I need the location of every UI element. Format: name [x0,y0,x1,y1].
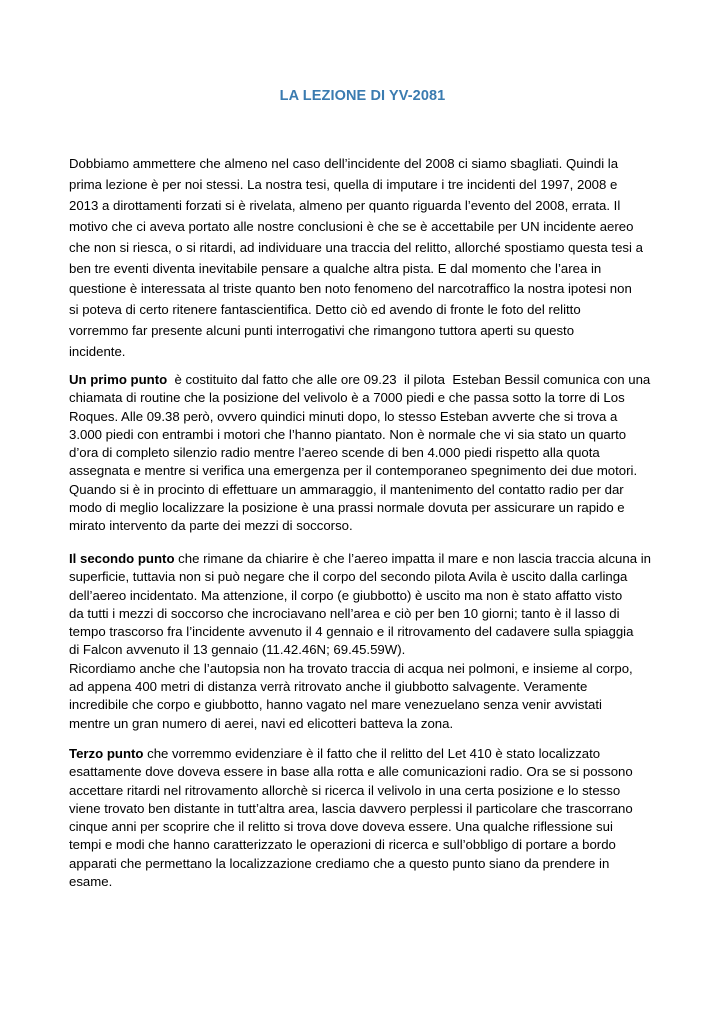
point2-line: tempo trascorso fra l’incidente avvenuto il 4 gennaio e il ritrovamento del cadavere sulla spiaggia [69,624,634,640]
point3-line: esattamente dove doveva essere in base alla rotta e alle comunicazioni radio. Ora se si possono [69,764,633,780]
intro-line: Dobbiamo ammettere che almeno nel caso dell’incidente del 2008 ci siamo sbagliati. Quindi la [69,156,619,171]
point1-line: 3.000 piedi con entrambi i motori che l’hanno piantato. Non è normale che vi sia stato un quarto [69,426,627,442]
intro-line: prima lezione è per noi stessi. La nostra tesi, quella di imputare i tre incidenti del 1997, 2008 e [69,176,618,192]
point1-line: d’ora di completo silenzio radio mentre l’aereo scende di ben 4.000 piedi rispetto alla quota [69,445,600,461]
point1-paragraph [69,371,663,536]
intro-line: ben tre eventi diventa inevitabile pensare a qualche altra pista. E dal momento che l’area in [69,260,602,276]
intro-line: motivo che ci aveva portato alle nostre conclusioni è che se è accettabile per UN incidente aereo [69,218,634,234]
point3-line: cinque anni per scoprire che il relitto si trova dove doveva essere. Una qualche riflessione sui [69,819,613,835]
intro-paragraph [69,154,663,363]
point1-line: assegnata e mentre si verifica una emergenza per il contemporaneo spegnimento dei due motori. [69,463,638,479]
point2-line [69,550,663,568]
point2-line: di Falcon avvenuto il 13 gennaio (11.42.46N; 69.45.59W). [69,642,406,658]
intro-line: incidente. [69,344,126,360]
intro-line: vorremmo far presente alcuni punti interrogativi che rimangono tuttora aperti su questo [69,323,575,339]
point3-line-text: che vorremmo evidenziare è il fatto che il relitto del Let 410 è stato localizzato [143,746,601,761]
point2-line: superficie, tuttavia non si può negare che il corpo del secondo pilota Avila è uscito dalla carlinga [69,569,628,585]
point2-line: dell’aereo incidentato. Ma attenzione, il corpo (e giubbotto) è uscito ma non è stato affatto visto [69,587,623,603]
point1-line: modo di meglio localizzare la posizione è una prassi normale dovuta per assicurare un rapido e [69,500,625,516]
point1-line-text: è costituito dal fatto che alle ore 09.23 il pilota Esteban Bessil comunica con una [167,372,651,387]
point2-lead: Il secondo punto [69,551,175,566]
intro-line: 2013 a dirottamenti forzati si è rivelata, almeno per quanto riguarda l’evento del 2008, errata. Il [69,197,621,213]
point2-line: Ricordiamo anche che l’autopsia non ha trovato traccia di acqua nei polmoni, e insieme al corpo, [69,660,633,676]
page-title: LA LEZIONE DI YV-2081 [279,88,446,104]
point2-line: da tutti i mezzi di soccorso che incrociavano nell’area e ciò per ben 10 giorni; tanto è il lasso di [69,605,620,621]
point3-line: viene trovato ben distante in tutt’altra area, lascia davvero perplessi il particolare che trascorrano [69,800,633,816]
point2-paragraph [69,550,663,733]
point2-line: mentre un gran numero di aerei, navi ed elicotteri batteva la zona. [69,715,454,731]
point3-line: esame. [69,874,113,890]
point3-line: apparati che permettano la localizzazione crediamo che a questo punto siano da prendere in [69,855,610,871]
point2-line: ad appena 400 metri di distanza verrà ritrovato anche il giubbotto salvagente. Veramente [69,679,588,695]
intro-line: questione è interessata al triste quanto ben noto fenomeno del narcotraffico la nostra ipotesi non [69,281,632,297]
point1-line [69,371,663,389]
intro-line: che non si riesca, o si ritardi, ad individuare una traccia del relitto, allorché spostiamo questa tesi a [69,239,643,255]
point3-line: tempi e modi che hanno caratterizzato le operazioni di ricerca e sull’obbligo di portare a bordo [69,837,616,853]
point1-line: chiamata di routine che la posizione del velivolo è a 7000 piedi e che passa sotto la torre di Los [69,390,625,406]
point3-paragraph [69,745,663,891]
point1-line: Quando si è in procinto di effettuare un ammaraggio, il mantenimento del contatto radio per dar [69,481,624,497]
point1-line: mirato intervento da parte dei mezzi di soccorso. [69,518,353,534]
point1-lead: Un primo punto [69,372,168,387]
point2-line: incredibile che corpo e giubbotto, hanno vagato nel mare venezuelano senza venir avvistati [69,697,602,713]
intro-line: si poteva di certo ritenere fantascientifica. Detto ciò ed avendo di fronte le foto del relitto [69,302,581,318]
point1-line: Roques. Alle 09.38 però, ovvero quindici minuti dopo, lo stesso Esteban avverte che si trova a [69,408,618,424]
point3-line [69,745,663,763]
point3-lead: Terzo punto [69,746,144,761]
point3-line: accettare ritardi nel ritrovamento allorchè si ricerca il velivolo in una certa posizione e lo stesso [69,782,621,798]
point2-line-text: che rimane da chiarire è che l’aereo impatta il mare e non lascia traccia alcuna in [174,551,651,566]
